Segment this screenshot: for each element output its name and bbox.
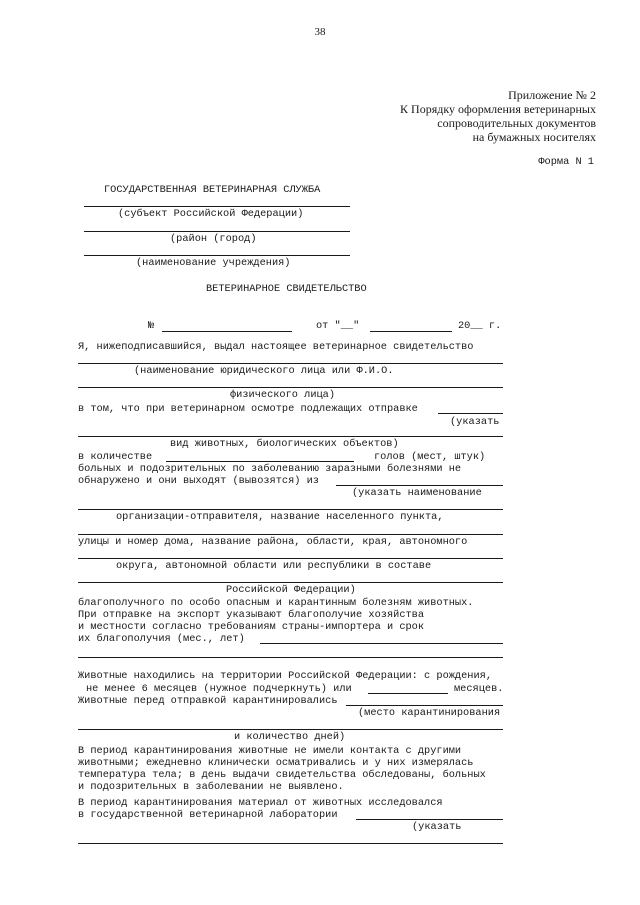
field-line [336,485,503,486]
field-caption: улицы и номер дома, название района, области, края, автономного [78,536,468,548]
form-number: Форма N 1 [538,156,594,168]
body-text: и подозрительных в заболевании не выявлено. [78,781,344,793]
institution-field-line [84,255,350,256]
body-text: в количестве [78,451,153,463]
field-caption: физического лица) [230,389,336,401]
document-title: ВЕТЕРИНАРНОЕ СВИДЕТЕЛЬСТВО [206,283,367,295]
field-caption: организации-отправителя, название населенного пункта, [116,511,444,523]
field-line [78,729,503,730]
body-text: обнаружено и они выходят (вывозятся) из [78,475,319,487]
field-line [166,461,354,462]
field-caption: округа, автономной области или республики в составе [116,560,432,572]
field-caption: (указать наименование [352,487,482,499]
appendix-line: сопроводительных документов [437,116,596,130]
field-line [78,436,503,437]
field-caption: и количество дней) [234,731,346,743]
body-text: В период карантинирования животные не имели контакта с другими [78,745,462,757]
field-line [78,509,503,510]
field-caption: (указать [412,821,462,833]
page-number: 38 [314,26,326,38]
body-text: в том, что при ветеринарном осмотре подлежащих отправке [78,403,418,415]
service-name: ГОСУДАРСТВЕННАЯ ВЕТЕРИНАРНАЯ СЛУЖБА [104,184,321,196]
field-line [356,819,503,820]
field-line [78,582,503,583]
body-text: их благополучия (мес., лет) [78,633,245,645]
field-caption: (место карантинирования [358,707,501,719]
field-caption: вид животных, биологических объектов) [170,438,399,450]
body-text: При отправке на экспорт указывают благополучие хозяйства [78,609,425,621]
field-line [78,657,503,658]
body-text: больных и подозрительных по заболеванию заразными болезнями не [78,463,462,475]
field-line [438,413,503,414]
field-caption: (наименование юридического лица или Ф.И.О. [134,365,394,377]
body-text: Животные находились на территории Российской Федерации: с рождения, [78,670,493,682]
body-text: в государственной ветеринарной лаборатории [78,809,338,821]
appendix-line: Приложение № 2 [508,88,596,102]
date-month-line [370,331,452,332]
body-text: Животные перед отправкой карантинировались [78,695,338,707]
field-line [346,705,503,706]
body-text: и местности согласно требованиям страны-импортера и срок [78,621,425,633]
body-text: животными; ежедневно клинически осматривались и у них измерялась [78,757,474,769]
field-line [260,643,503,644]
subject-caption: (субъект Российской Федерации) [118,208,304,220]
field-caption: Российской Федерации) [226,584,356,596]
field-line [78,387,503,388]
field-line [78,534,503,535]
field-line [78,843,503,844]
subject-field-line [84,206,350,207]
field-caption: (указать [450,416,500,428]
field-line [78,363,503,364]
date-day: от "__" [316,320,360,332]
body-text: месяцев. [454,683,504,695]
field-line [78,558,503,559]
body-text: голов (мест, штук) [374,451,486,463]
appendix-line: К Порядку оформления ветеринарных [400,102,596,116]
institution-caption: (наименование учреждения) [136,257,291,269]
body-text: Я, нижеподписавшийся, выдал настоящее ветеринарное свидетельство [78,341,474,353]
body-text: В период карантинирования материал от животных исследовался [78,797,443,809]
appendix-block [276,88,596,144]
field-line [368,693,448,694]
appendix-line: на бумажных носителях [472,130,596,144]
body-text: благополучного по особо опасным и карантинным болезням животных. [78,597,474,609]
body-text: не менее 6 месяцев (нужное подчеркнуть) или [86,683,352,695]
number-field-line [162,331,292,332]
body-text: температура тела; в день выдачи свидетельства обследованы, больных [78,769,486,781]
date-year: 20__ г. [458,320,502,332]
district-caption: (район (город) [170,233,257,245]
number-sign: № [148,320,155,332]
district-field-line [84,231,350,232]
